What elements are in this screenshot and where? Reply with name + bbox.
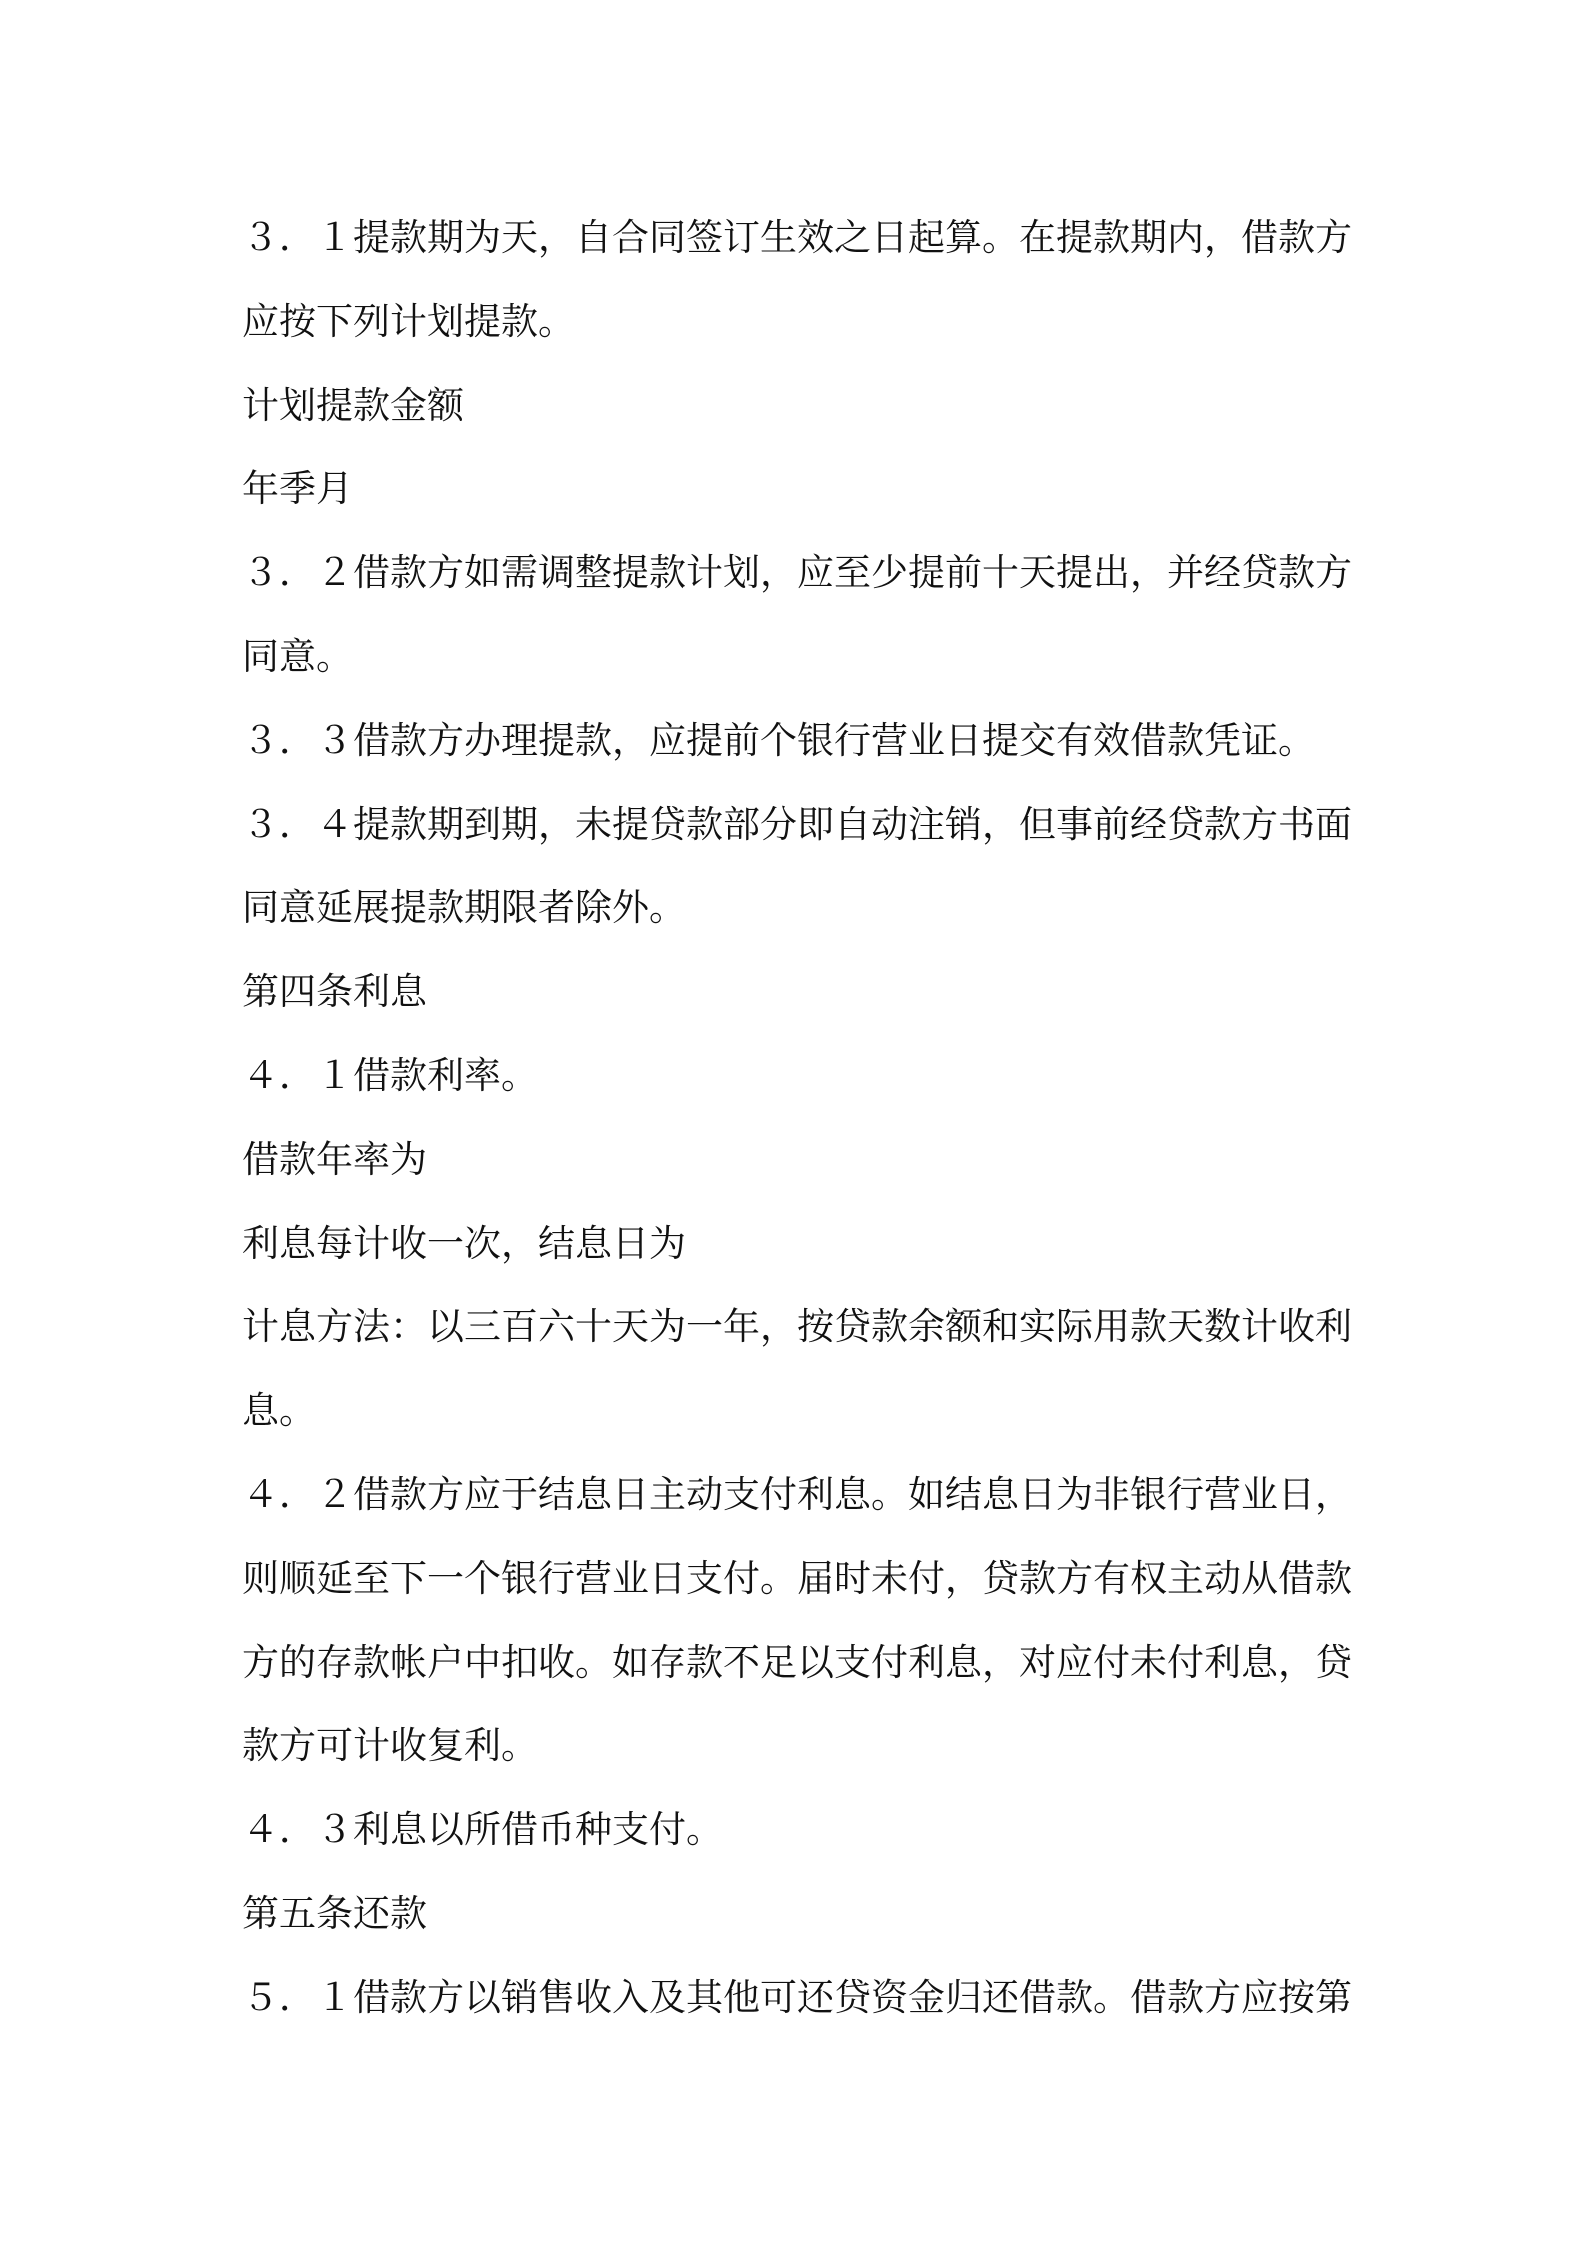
clause-4-1: ４．１借款利率。 [242, 1053, 538, 1097]
clause-3-3: ３．３借款方办理提款，应提前个银行营业日提交有效借款凭证。 [242, 718, 1315, 762]
clause-3-1-line-2: 应按下列计划提款。 [242, 299, 575, 343]
year-quarter-month-label: 年季月 [242, 467, 353, 511]
clause-3-4-line-1: ３．４提款期到期，未提贷款部分即自动注销，但事前经贷款方书面 [242, 802, 1352, 846]
clause-3-4-line-2: 同意延展提款期限者除外。 [242, 886, 686, 930]
article-5-heading: 第五条还款 [242, 1891, 427, 1935]
clause-4-3: ４．３利息以所借币种支付。 [242, 1808, 723, 1852]
clause-3-1-line-1: ３．１提款期为天，自合同签订生效之日起算。在提款期内，借款方 [242, 216, 1352, 259]
clause-4-2-line-2: 则顺延至下一个银行营业日支付。届时未付，贷款方有权主动从借款 [242, 1556, 1352, 1600]
interest-method-line-2: 息。 [242, 1389, 316, 1433]
clause-4-2-line-3: 方的存款帐户中扣收。如存款不足以支付利息，对应付未付利息，贷 [242, 1640, 1352, 1684]
clause-3-2-line-2: 同意。 [242, 634, 353, 678]
interest-settlement-label: 利息每计收一次，结息日为 [242, 1221, 686, 1265]
clause-4-2-line-4: 款方可计收复利。 [242, 1724, 538, 1768]
clause-5-1-line-1: ５．１借款方以销售收入及其他可还贷资金归还借款。借款方应按第 [242, 1975, 1352, 2019]
document-body [242, 196, 1354, 2040]
annual-rate-label: 借款年率为 [242, 1137, 427, 1181]
article-4-heading: 第四条利息 [242, 970, 427, 1014]
clause-4-2-line-1: ４．２借款方应于结息日主动支付利息。如结息日为非银行营业日， [242, 1472, 1352, 1516]
clause-3-2-line-1: ３．２借款方如需调整提款计划，应至少提前十天提出，并经贷款方 [242, 551, 1352, 595]
planned-withdrawal-amount-label: 计划提款金额 [242, 383, 464, 427]
interest-method-line-1: 计息方法：以三百六十天为一年，按贷款余额和实际用款天数计收利 [242, 1305, 1352, 1349]
